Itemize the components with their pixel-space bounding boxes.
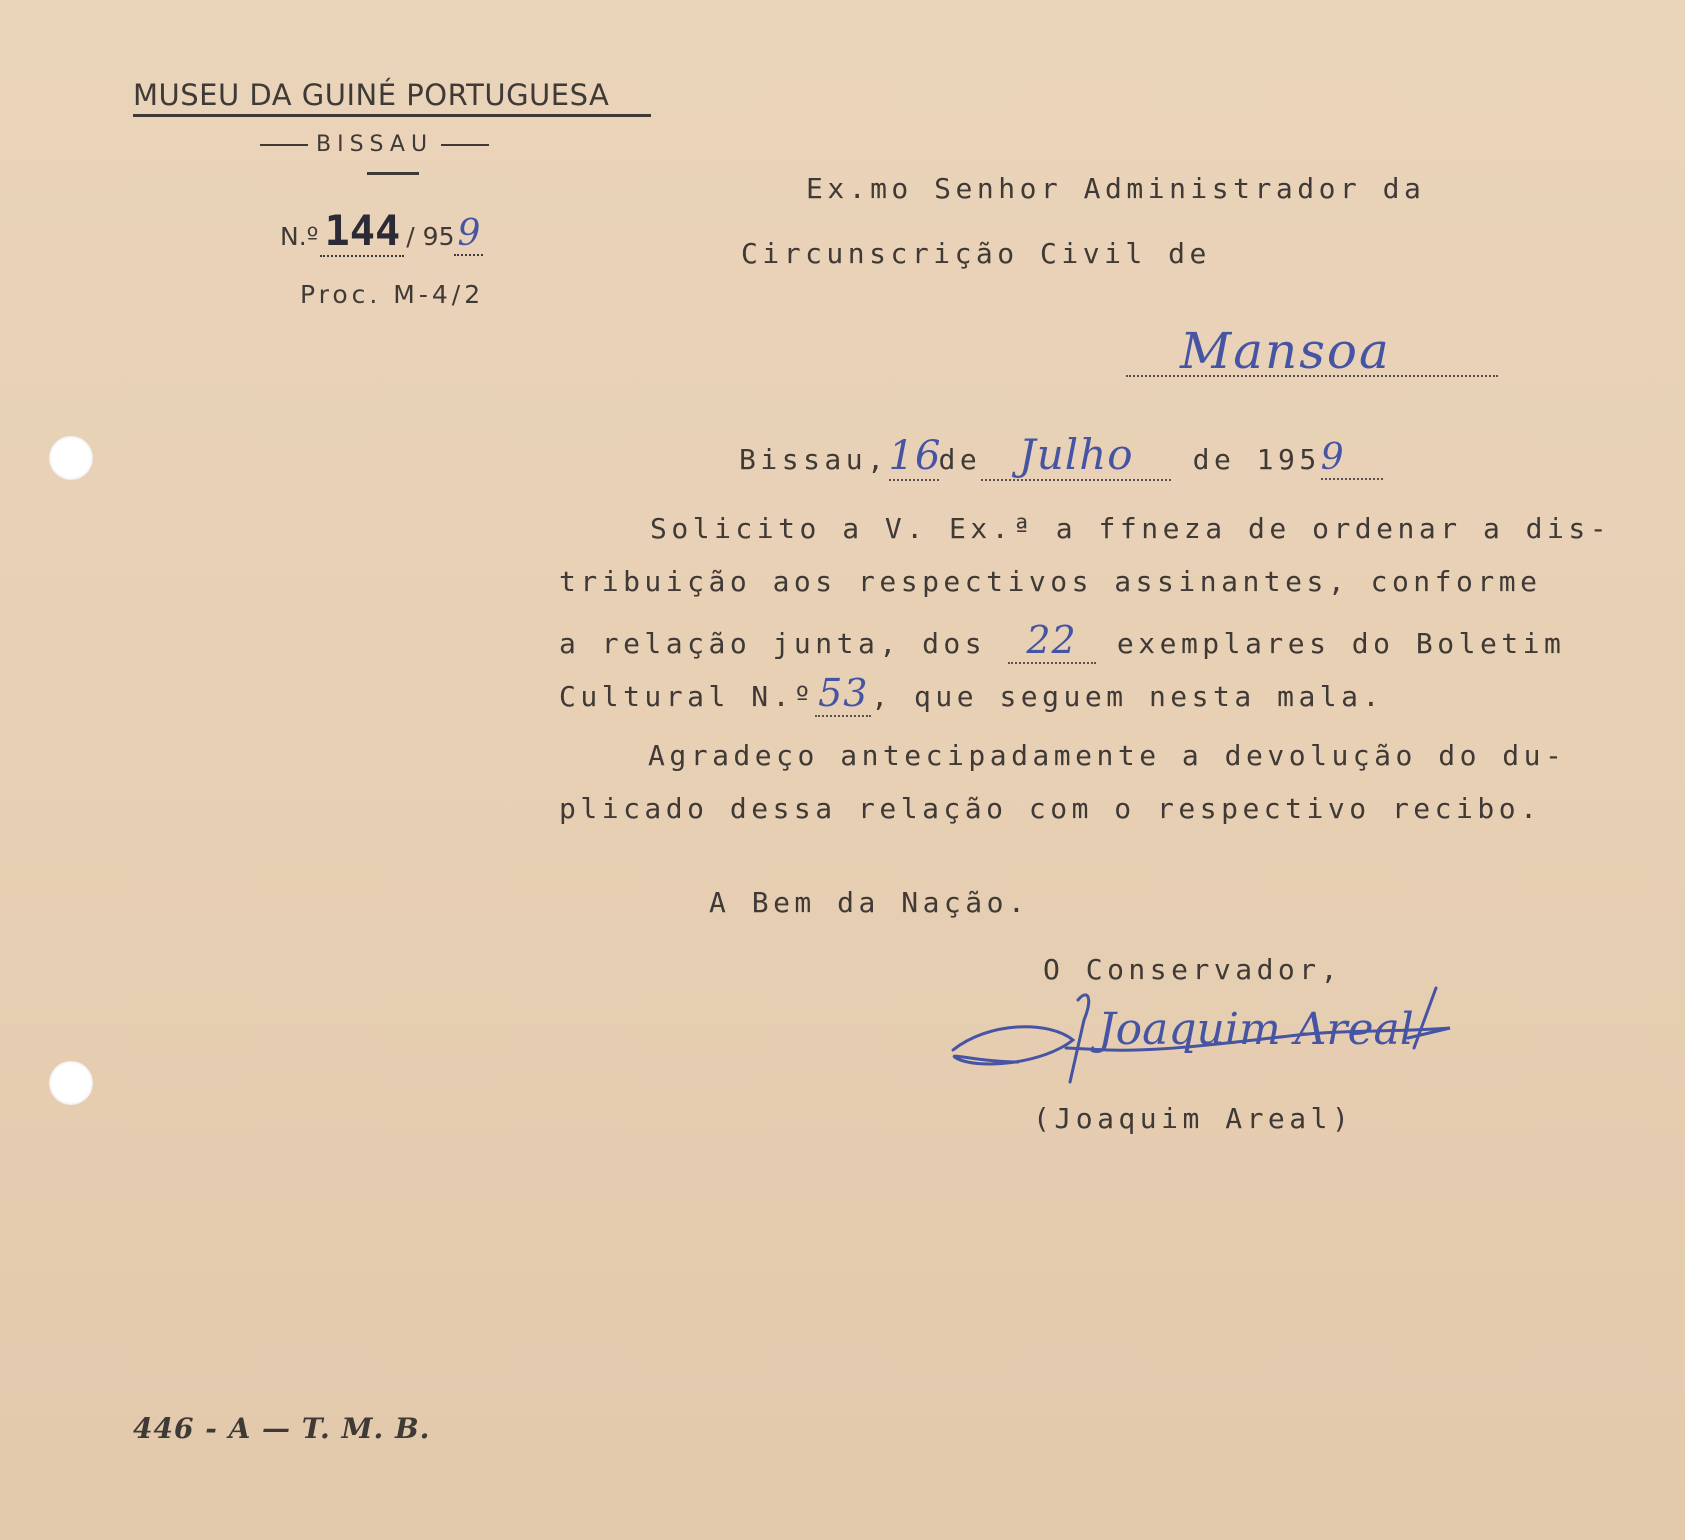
form-code: 446 - A — T. M. B. bbox=[133, 1412, 431, 1445]
date-day-handwritten: 16 bbox=[888, 433, 942, 479]
p1-l4-start: Cultural N.º bbox=[559, 680, 816, 713]
addressee-line-2: Circunscrição Civil de bbox=[741, 237, 1211, 270]
body-p2-line-2: plicado dessa relação com o respectivo recibo. bbox=[559, 792, 1542, 825]
punch-hole-top bbox=[49, 436, 93, 480]
rule-right bbox=[441, 144, 489, 146]
rule-left bbox=[260, 144, 308, 146]
date-line bbox=[739, 430, 1383, 481]
date-year-handwritten: 9 bbox=[1321, 437, 1383, 480]
copies-count-handwritten: 22 bbox=[1008, 618, 1096, 664]
signatory-role: O Conservador, bbox=[1043, 953, 1343, 986]
date-year-prefix: 195 bbox=[1256, 443, 1321, 476]
punch-hole-bottom bbox=[49, 1061, 93, 1105]
divider bbox=[367, 172, 419, 175]
city-label: BISSAU bbox=[316, 132, 434, 157]
p1-l4-end: , que seguem nesta mala. bbox=[871, 680, 1384, 713]
ref-number-stamp: 144 bbox=[320, 206, 404, 257]
body-p1-line-4 bbox=[559, 671, 1384, 717]
body-p1-line-1: Solicito a V. Ex.ª a ffneza de ordenar a dis- bbox=[650, 512, 1612, 545]
signature bbox=[948, 980, 1488, 1094]
date-month-handwritten: Julho bbox=[981, 430, 1171, 481]
process-number: Proc. M-4/2 bbox=[300, 280, 485, 309]
signatory-name: (Joaquim Areal) bbox=[1033, 1102, 1354, 1135]
body-p2-line-1: Agradeço antecipadamente a devolução do du- bbox=[648, 739, 1567, 772]
body-p1-line-3 bbox=[559, 618, 1565, 664]
salutation: A Bem da Nação. bbox=[709, 886, 1030, 919]
body-p1-line-2: tribuição aos respectivos assinantes, conforme bbox=[559, 565, 1542, 598]
signature-script: Joaquim Areal bbox=[1098, 1004, 1414, 1055]
date-de-1: de bbox=[938, 443, 982, 476]
p1-l3-end: exemplares do Boletim bbox=[1116, 627, 1566, 660]
institution-name: MUSEU DA GUINÉ PORTUGUESA bbox=[133, 78, 651, 117]
bulletin-number-handwritten: 53 bbox=[815, 671, 871, 717]
ref-year-handwritten: 9 bbox=[454, 213, 483, 256]
addressee-place-handwritten: Mansoa bbox=[1180, 322, 1391, 380]
addressee-line-1: Ex.mo Senhor Administrador da bbox=[806, 172, 1426, 205]
ref-prefix: N.º bbox=[280, 222, 319, 251]
letterhead-city bbox=[260, 132, 489, 157]
date-city: Bissau, bbox=[739, 443, 889, 476]
signature-drawing bbox=[948, 980, 1488, 1090]
date-de-2: de bbox=[1192, 443, 1236, 476]
ref-year-prefix: / 95 bbox=[406, 222, 455, 251]
p1-l3-start: a relação junta, dos bbox=[559, 627, 987, 660]
reference-number bbox=[280, 206, 483, 257]
